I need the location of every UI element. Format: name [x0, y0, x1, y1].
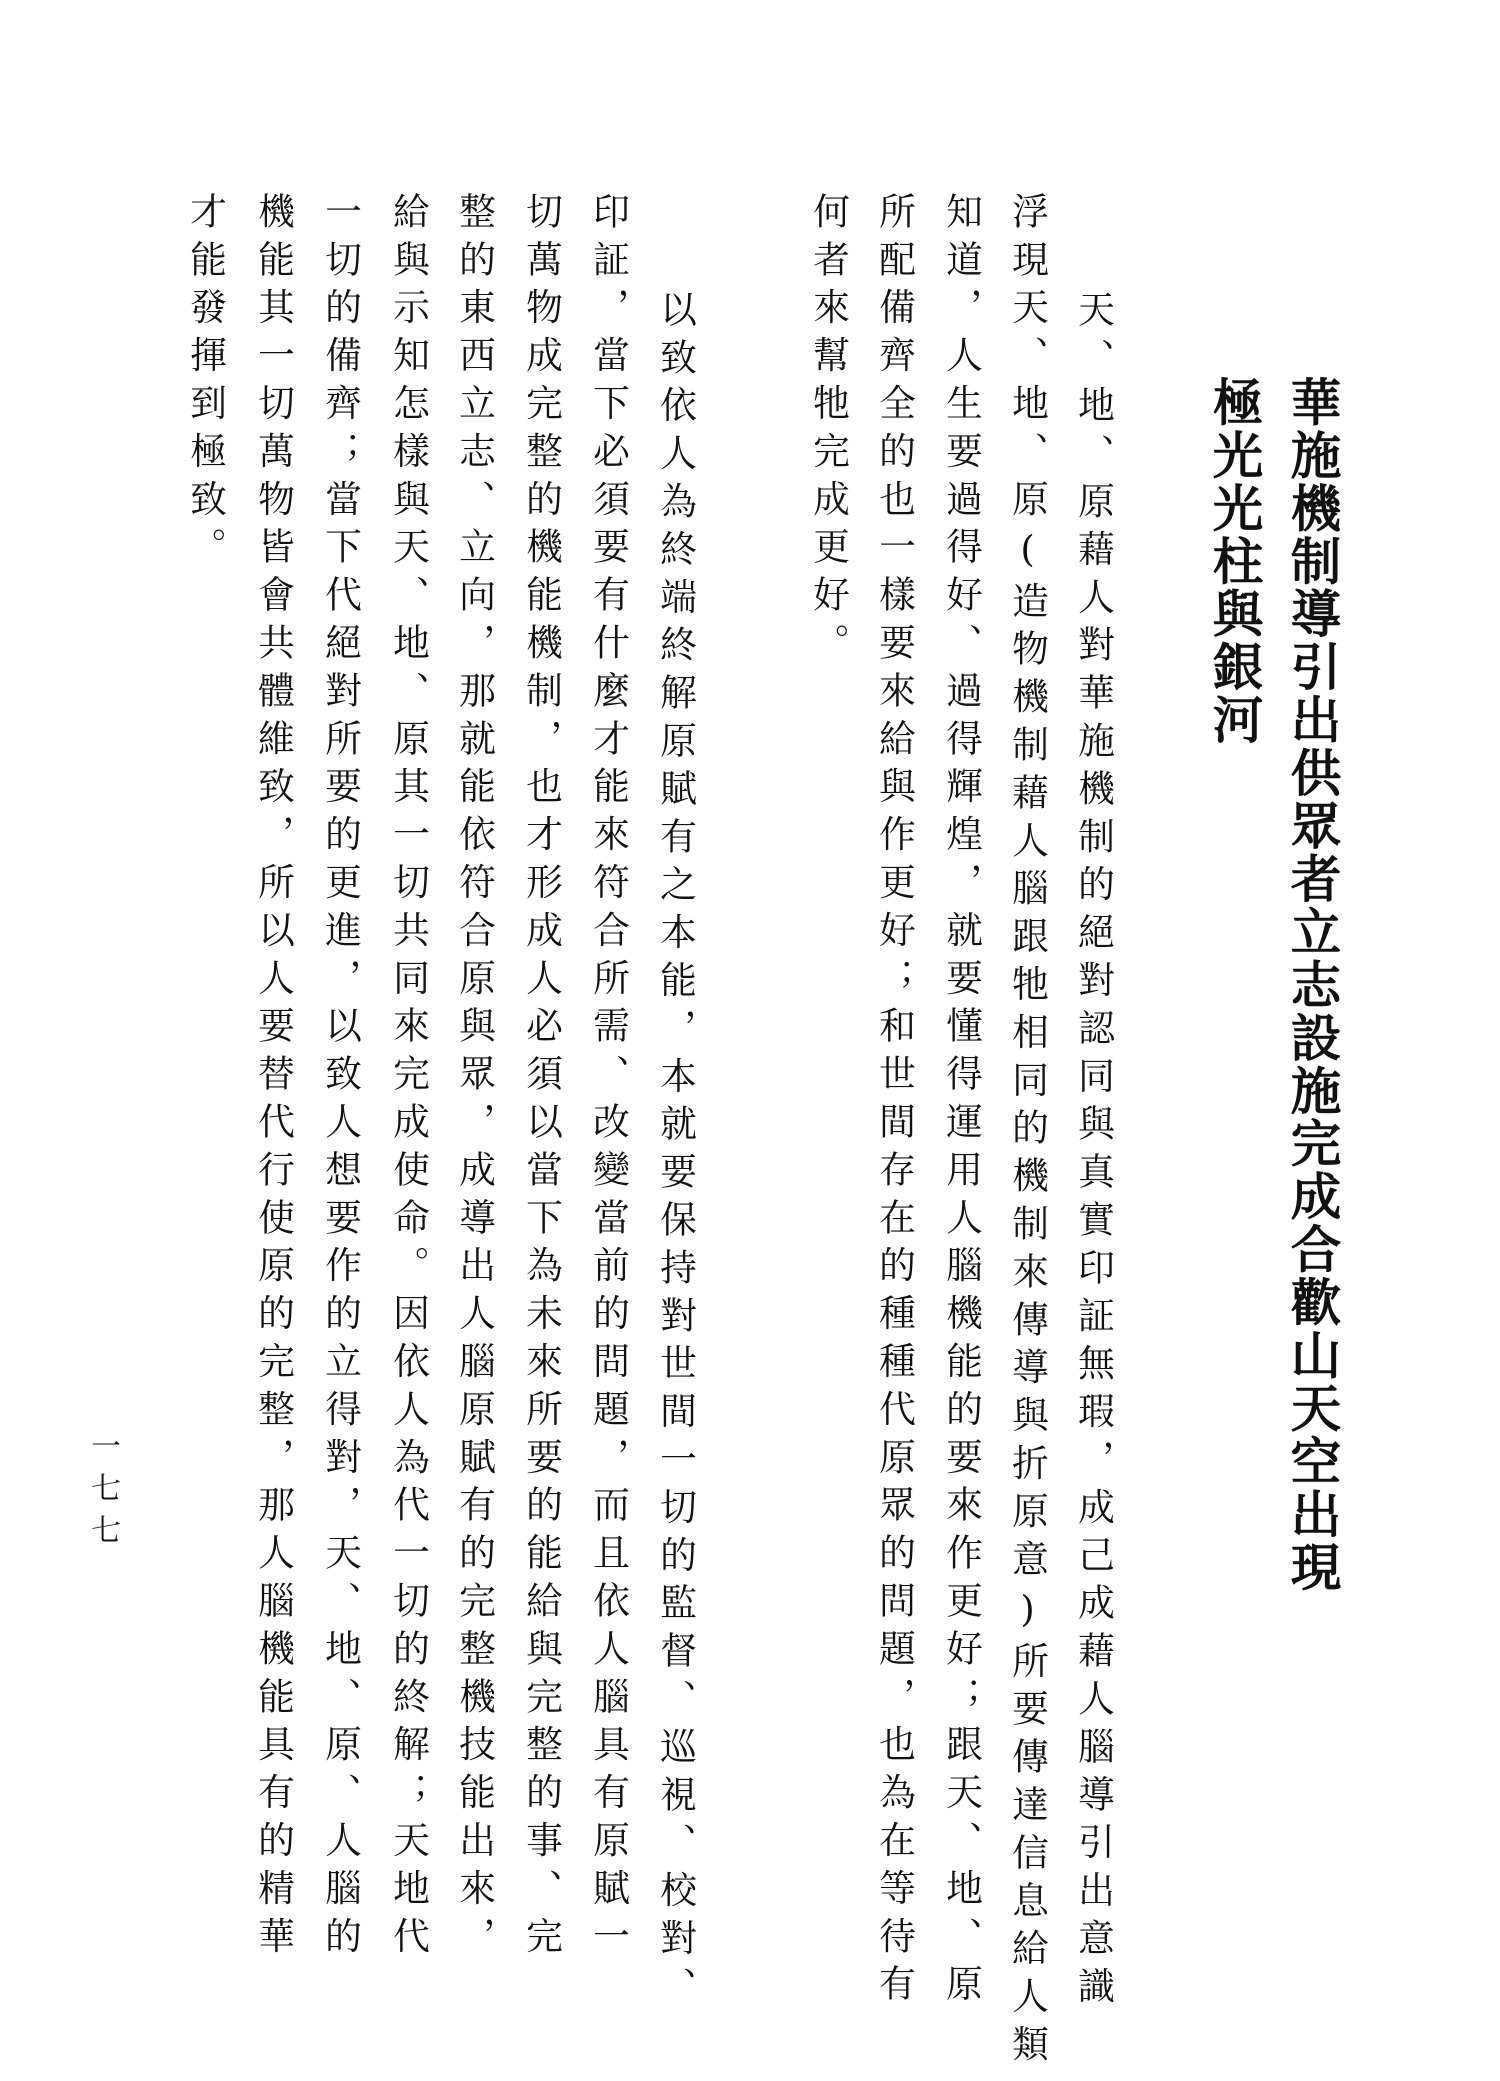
paragraph-2-column-1: 以致依人為終端終解原賦有之本能，本就要保持對世間一切的監督、巡視、校對、 — [654, 290, 697, 2015]
paragraph-1-column-4: 所配備齊全的也一樣要來給與作更好；和世間存在的種種代原眾的問題，也為在等待有 — [873, 192, 916, 2013]
paragraph-1-column-2: 浮現天、地、原(造物機制藉人腦跟牠相同的機制來傳導與折原意)所要傳達信息給人類 — [1006, 192, 1049, 2073]
paragraph-2-column-7: 機能其一切萬物皆會共體維致，所以人要替代行使原的完整，那人腦機能具有的精華 — [252, 192, 295, 1965]
title-line-2: 極光光柱與銀河 — [1205, 376, 1264, 747]
paragraph-1-column-1: 天、地、原藉人對華施機制的絕對認同與真實印証無瑕，成己成藉人腦導引出意識 — [1072, 290, 1115, 2015]
paragraph-1-column-5: 何者來幫牠完成更好。 — [807, 192, 850, 671]
title-line-1: 華施機制導引出供眾者立志設施完成合歡山天空出現 — [1283, 376, 1342, 1594]
paragraph-2-column-4: 整的東西立志、立向，那就能依符合原與眾，成導出人腦原賦有的完整機技能出來， — [453, 192, 496, 1965]
paragraph-2-column-8: 才能發揮到極致。 — [184, 192, 227, 576]
paragraph-2-column-6: 一切的備齊；當下代絕對所要的更進，以致人想要作的立得對，天、地、原、人腦的 — [319, 192, 362, 1965]
paragraph-2-column-2: 印証，當下必須要有什麼才能來符合所需、改變當前的問題，而且依人腦具有原賦一 — [587, 192, 630, 1965]
paragraph-2-column-5: 給與示知怎樣與天、地、原其一切共同來完成使命。因依人為代一切的終解；天地代 — [387, 192, 430, 1965]
page-number: 一七七 — [85, 1430, 120, 1556]
paragraph-1-column-3: 知道，人生要過得好、過得輝煌，就要懂得運用人腦機能的要來作更好；跟天、地、原 — [940, 192, 983, 2013]
paragraph-2-column-3: 切萬物成完整的機能機制，也才形成人必須以當下為未來所要的能給與完整的事、完 — [520, 192, 563, 1965]
